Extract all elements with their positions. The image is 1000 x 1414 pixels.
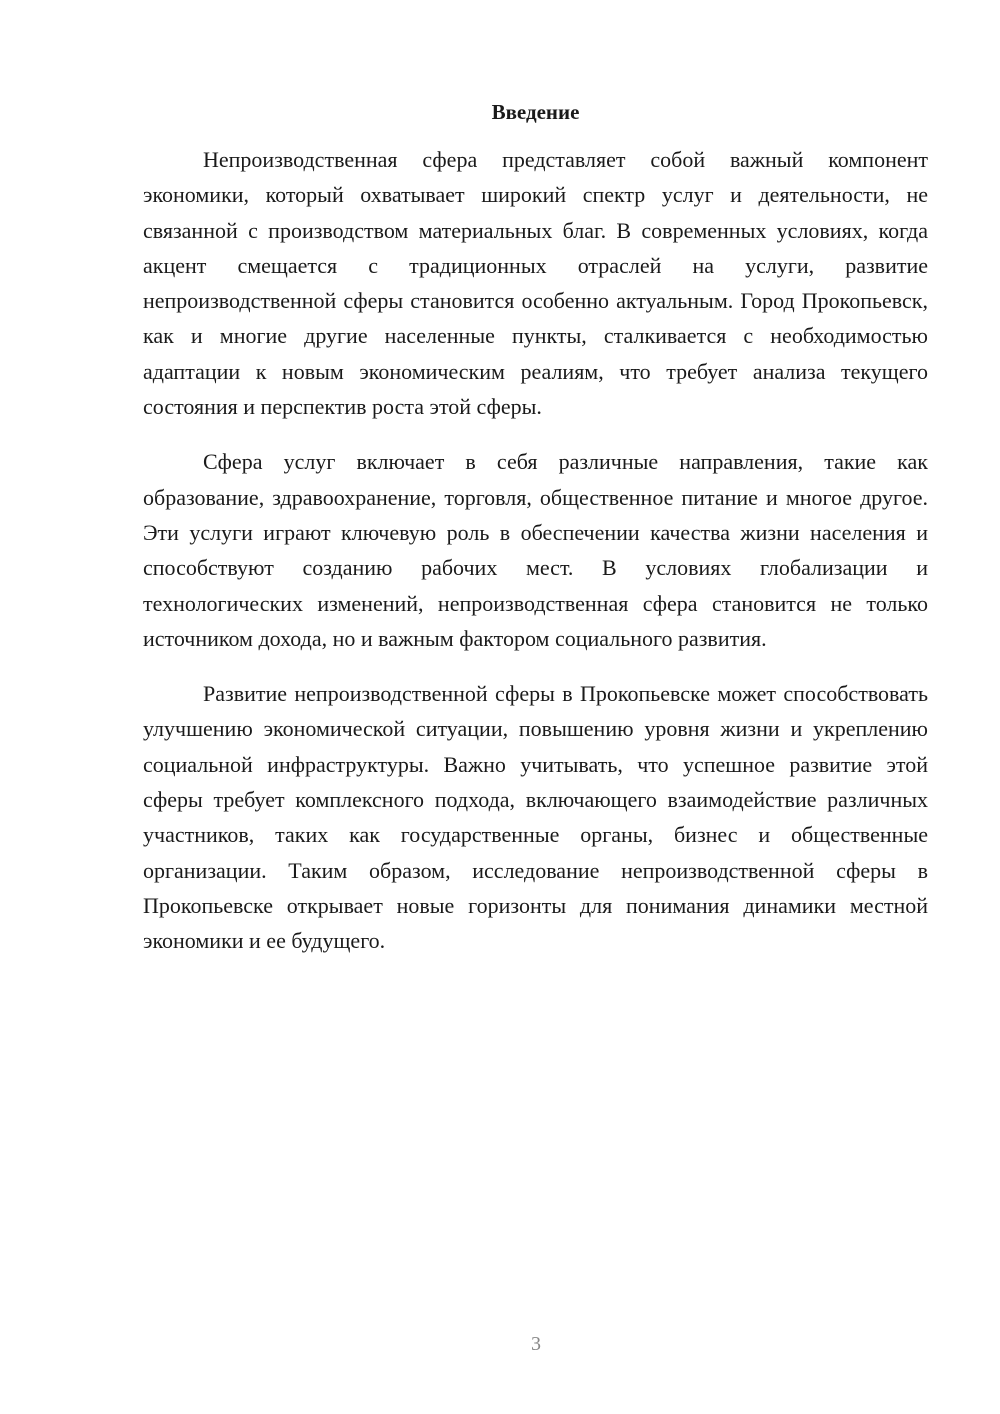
paragraph: Непроизводственная сфера представляет собой важный компонент экономики, который охватывает широкий спектр услуг и деятельности, не связанной с производством материальных благ. В современных условиях, когда акцент смещается с традиционных отраслей на услуги, развитие непроизводственной сферы становится особенно актуальным. Город Прокопьевск, как и многие другие населенные пункты, сталкивается с необходимостью адаптации к новым экономическим реалиям, что требует анализа текущего состояния и перспектив роста этой сферы.	[143, 147, 928, 420]
paragraph: Развитие непроизводственной сферы в Прокопьевске может способствовать улучшению экономической ситуации, повышению уровня жизни и укреплению социальной инфраструктуры. Важно учитывать, что успешное развитие этой сферы требует комплексного подхода, включающего взаимодействие различных участников, таких как государственные органы, бизнес и общественные организации. Таким образом, исследование непроизводственной сферы в Прокопьевске открывает новые горизонты для понимания динамики местной экономики и ее будущего.	[143, 681, 928, 954]
paragraph: Сфера услуг включает в себя различные направления, такие как образование, здравоохранение, торговля, общественное питание и многое другое. Эти услуги играют ключевую роль в обеспечении качества жизни населения и способствуют созданию рабочих мест. В условиях глобализации и технологических изменений, непроизводственная сфера становится не только источником дохода, но и важным фактором социального развития.	[143, 449, 928, 651]
document-body	[143, 142, 928, 979]
section-heading: Введение	[491, 100, 580, 124]
page-number: 3	[531, 1333, 541, 1355]
